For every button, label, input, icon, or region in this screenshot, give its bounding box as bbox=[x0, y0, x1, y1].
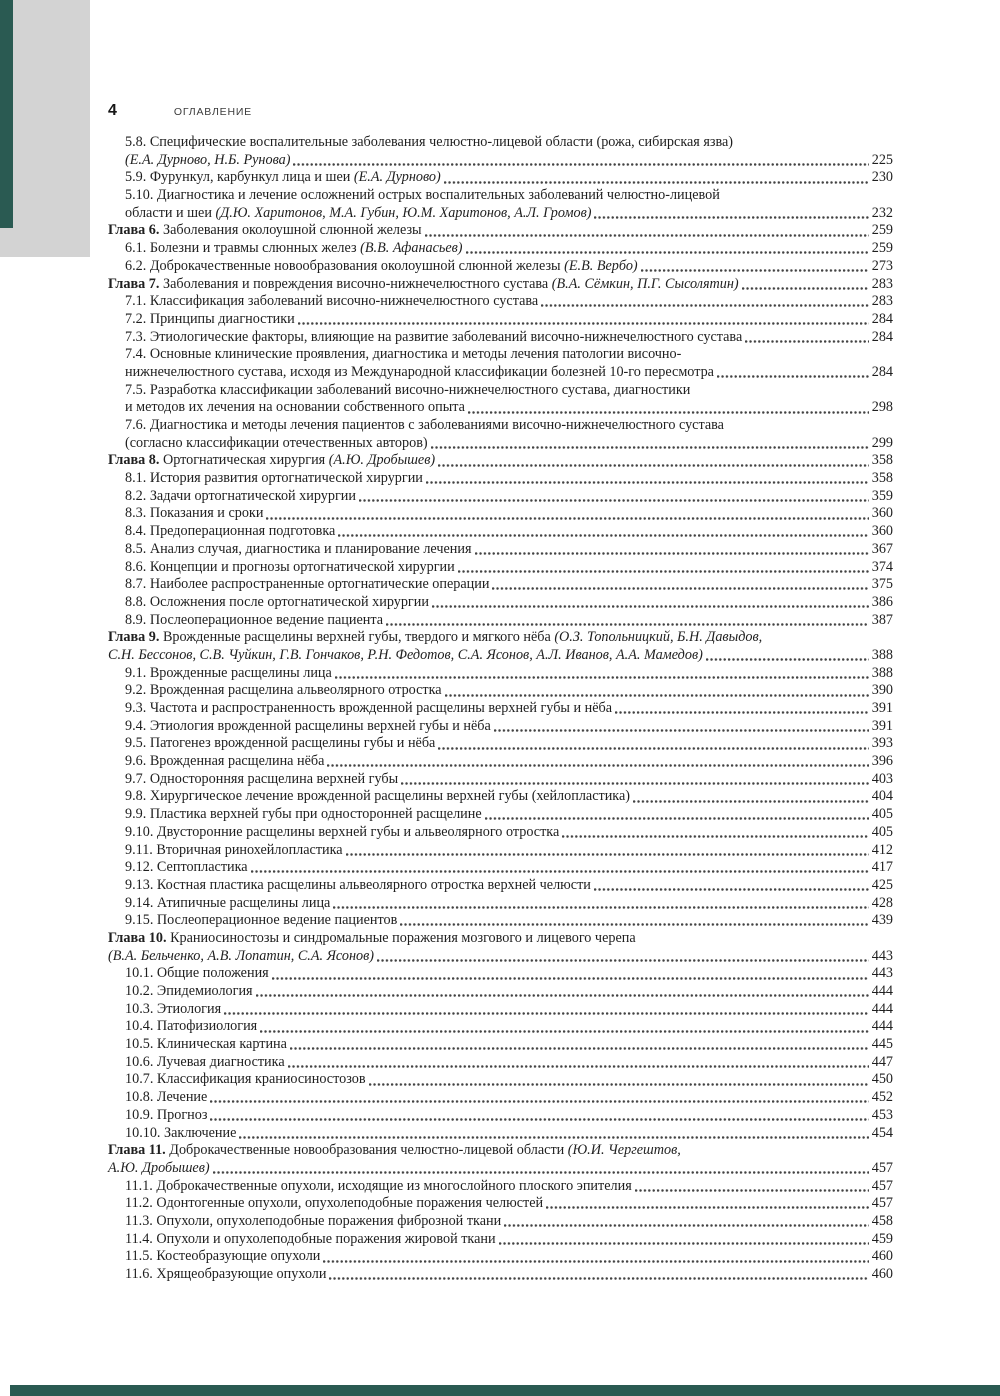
toc-entry-text: 9.1. Врожденные расщелины лица bbox=[125, 664, 332, 681]
toc-page-number: 457 bbox=[871, 1177, 893, 1194]
toc-entry bbox=[108, 240, 893, 258]
toc-entry bbox=[108, 1266, 893, 1284]
toc-entry-text: 8.8. Осложнения после ортогнатической хирургии bbox=[125, 593, 429, 610]
toc-entry-text: 11.4. Опухоли и опухолеподобные поражения жировой ткани bbox=[125, 1230, 496, 1247]
toc-entry-text: 7.4. Основные клинические проявления, диагностика и методы лечения патологии височно- bbox=[125, 346, 682, 363]
dot-leader bbox=[540, 293, 870, 311]
toc-entry-text: 10.4. Патофизиология bbox=[125, 1018, 258, 1035]
toc-entry bbox=[108, 1107, 893, 1125]
dot-leader bbox=[705, 647, 870, 665]
toc-entry bbox=[108, 965, 893, 983]
dot-leader bbox=[467, 399, 870, 417]
dot-leader bbox=[503, 1213, 870, 1231]
dot-leader bbox=[238, 1125, 869, 1143]
toc-entry bbox=[108, 1125, 893, 1143]
toc-entry-text: Глава 9. Врожденные расщелины верхней губы, твердого и мягкого нёба (О.З. Топольницкий, Б.Н. Давыдов, bbox=[108, 629, 763, 646]
dot-leader bbox=[431, 594, 870, 612]
toc-entry-text: 11.6. Хрящеобразующие опухоли bbox=[125, 1266, 327, 1282]
dot-leader bbox=[328, 1266, 869, 1284]
toc-entry bbox=[108, 1089, 893, 1107]
dot-leader bbox=[209, 1089, 869, 1107]
toc-entry bbox=[108, 842, 893, 860]
toc-entry-text: 8.2. Задачи ортогнатической хирургии bbox=[125, 487, 356, 504]
dot-leader bbox=[223, 1001, 870, 1019]
dot-leader bbox=[334, 665, 870, 683]
dot-leader bbox=[545, 1195, 870, 1213]
toc-entry bbox=[108, 700, 893, 718]
toc-entry bbox=[108, 1248, 893, 1266]
dot-leader bbox=[741, 276, 870, 294]
toc-entry-text: 7.1. Классификация заболеваний височно-нижнечелюстного сустава bbox=[125, 293, 539, 310]
toc-entry bbox=[108, 753, 893, 771]
dot-leader bbox=[437, 735, 869, 753]
toc-page-number: 259 bbox=[871, 240, 893, 257]
toc-entry bbox=[108, 417, 893, 435]
toc-entry bbox=[108, 629, 893, 647]
toc-page-number: 298 bbox=[871, 399, 893, 416]
toc-entry bbox=[108, 134, 893, 152]
toc-page-number: 460 bbox=[871, 1266, 893, 1282]
toc-entry-text: 8.5. Анализ случая, диагностика и планирование лечения bbox=[125, 540, 472, 557]
toc-page-number: 457 bbox=[871, 1159, 893, 1176]
dot-leader bbox=[376, 948, 870, 966]
toc-entry bbox=[108, 788, 893, 806]
dot-leader bbox=[593, 205, 869, 223]
toc-entry bbox=[108, 1001, 893, 1019]
toc-entry-text: 8.3. Показания и сроки bbox=[125, 505, 264, 522]
toc-page-number: 386 bbox=[871, 593, 893, 610]
dot-leader bbox=[212, 1160, 870, 1178]
toc-page-number: 439 bbox=[871, 912, 893, 929]
toc-page-number: 405 bbox=[871, 806, 893, 823]
toc-page-number: 450 bbox=[871, 1071, 893, 1088]
toc-entry bbox=[108, 1142, 893, 1160]
toc-entry bbox=[108, 735, 893, 753]
toc-page-number: 428 bbox=[871, 894, 893, 911]
toc-entry-text: и методов их лечения на основании собственного опыта bbox=[125, 399, 465, 416]
toc-entry bbox=[108, 523, 893, 541]
toc-page-number: 425 bbox=[871, 876, 893, 893]
toc-page-number: 444 bbox=[871, 983, 893, 999]
toc-page-number: 387 bbox=[871, 611, 893, 628]
toc-entry-text: 9.6. Врожденная расщелина нёба bbox=[125, 753, 325, 770]
dot-leader bbox=[368, 1071, 870, 1089]
toc-entry bbox=[108, 948, 893, 966]
toc-entry bbox=[108, 930, 893, 948]
dot-leader bbox=[209, 1107, 869, 1125]
toc-entry-text: 8.1. История развития ортогнатической хирургии bbox=[125, 470, 423, 487]
toc-entry bbox=[108, 293, 893, 311]
toc-page-number: 374 bbox=[871, 558, 893, 575]
toc-entry-text: 9.3. Частота и распространенность врожденной расщелины верхней губы и нёба bbox=[125, 700, 613, 716]
toc-entry-text: 9.14. Атипичные расщелины лица bbox=[125, 894, 331, 911]
toc-page-number: 358 bbox=[871, 470, 893, 487]
dot-leader bbox=[744, 329, 869, 347]
toc-entry-text: 9.10. Двусторонние расщелины верхней губы и альвеолярного отростка bbox=[125, 823, 560, 840]
toc-entry bbox=[108, 895, 893, 913]
toc-page-number: 388 bbox=[871, 664, 893, 681]
toc-entry-text: Глава 6. Заболевания околоушной слюнной железы bbox=[108, 222, 422, 239]
toc-entry bbox=[108, 152, 893, 170]
toc-page-number: 452 bbox=[871, 1089, 893, 1106]
toc-entry-text: 7.5. Разработка классификации заболеваний височно-нижнечелюстного сустава, диагностики bbox=[125, 381, 691, 398]
dot-leader bbox=[287, 1054, 870, 1072]
toc-entry bbox=[108, 470, 893, 488]
toc-entry-text: 10.7. Классификация краниосиностозов bbox=[125, 1071, 366, 1088]
toc-page-number: 259 bbox=[871, 222, 893, 239]
toc-page-number: 453 bbox=[871, 1106, 893, 1123]
toc-entry-text: 10.8. Лечение bbox=[125, 1089, 208, 1106]
toc-entry bbox=[108, 399, 893, 417]
toc-entry bbox=[108, 718, 893, 736]
dot-leader bbox=[474, 541, 870, 559]
toc-entry bbox=[108, 364, 893, 382]
bottom-teal-bar bbox=[10, 1385, 1000, 1396]
toc-entry-text: (согласно классификации отечественных авторов) bbox=[125, 434, 428, 451]
toc-entry bbox=[108, 877, 893, 895]
dot-leader bbox=[561, 824, 869, 842]
page-content bbox=[108, 102, 893, 1284]
toc-entry-text: 9.5. Патогенез врожденной расщелины губы и нёба bbox=[125, 735, 436, 752]
toc-page-number: 459 bbox=[871, 1230, 893, 1247]
dot-leader bbox=[493, 718, 870, 736]
dot-leader bbox=[614, 700, 870, 718]
toc-entry-text: Глава 10. Краниосиностозы и синдромальные поражения мозгового и лицевого черепа bbox=[108, 929, 636, 946]
dot-leader bbox=[632, 788, 870, 806]
toc-entry bbox=[108, 382, 893, 400]
dot-leader bbox=[385, 612, 870, 630]
dot-leader bbox=[437, 452, 870, 470]
toc-page-number: 375 bbox=[871, 576, 893, 593]
dot-leader bbox=[345, 842, 870, 860]
toc-page-number: 360 bbox=[871, 505, 893, 522]
toc-entry-text: 8.9. Послеоперационное ведение пациента bbox=[125, 611, 384, 628]
toc-entry-text: 9.4. Этиология врожденной расщелины верхней губы и нёба bbox=[125, 717, 491, 734]
toc-page-number: 445 bbox=[871, 1036, 893, 1053]
toc-entry bbox=[108, 983, 893, 1001]
dot-leader bbox=[424, 222, 870, 240]
toc-list bbox=[108, 134, 893, 1284]
toc-entry bbox=[108, 258, 893, 276]
toc-page-number: 457 bbox=[871, 1195, 893, 1212]
toc-entry bbox=[108, 505, 893, 523]
toc-entry-text: 8.6. Концепции и прогнозы ортогнатической хирургии bbox=[125, 558, 455, 575]
dot-leader bbox=[399, 912, 869, 930]
toc-entry-text: 10.3. Этиология bbox=[125, 1000, 222, 1017]
toc-entry bbox=[108, 435, 893, 453]
dot-leader bbox=[425, 470, 870, 488]
toc-page-number: 405 bbox=[871, 823, 893, 840]
toc-page-number: 454 bbox=[871, 1124, 893, 1141]
toc-entry-text: 9.9. Пластика верхней губы при односторонней расщелине bbox=[125, 806, 482, 823]
toc-entry bbox=[108, 222, 893, 240]
dot-leader bbox=[259, 1018, 870, 1036]
page-number-header: 4 bbox=[108, 102, 117, 119]
toc-entry bbox=[108, 612, 893, 630]
toc-entry-text: 9.13. Костная пластика расщелины альвеолярного отростка верхней челюсти bbox=[125, 876, 591, 893]
toc-page-number: 393 bbox=[871, 735, 893, 752]
dot-leader bbox=[498, 1231, 870, 1249]
toc-entry-text: 11.1. Доброкачественные опухоли, исходящие из многослойного плоского эпителия bbox=[125, 1177, 632, 1194]
toc-page-number: 358 bbox=[871, 452, 893, 469]
toc-entry-text: 9.2. Врожденная расщелина альвеолярного отростка bbox=[125, 682, 442, 699]
toc-entry bbox=[108, 346, 893, 364]
toc-page-number: 388 bbox=[871, 646, 893, 663]
toc-page-number: 443 bbox=[871, 947, 893, 964]
toc-entry bbox=[108, 859, 893, 877]
toc-entry bbox=[108, 169, 893, 187]
toc-entry-text: 11.2. Одонтогенные опухоли, опухолеподобные поражения челюстей bbox=[125, 1195, 544, 1212]
toc-entry-text: 10.10. Заключение bbox=[125, 1124, 237, 1141]
dot-leader bbox=[255, 983, 870, 1001]
toc-page-number: 359 bbox=[871, 487, 893, 504]
page-header bbox=[108, 102, 893, 120]
toc-entry-text: 6.1. Болезни и травмы слюнных желез (В.В. Афанасьев) bbox=[125, 240, 463, 257]
toc-entry-text: С.Н. Бессонов, С.В. Чуйкин, Г.В. Гончаков, Р.Н. Федотов, С.А. Ясонов, А.Л. Иванов, А.А. Мамедов) bbox=[108, 646, 703, 663]
toc-entry-text: 6.2. Доброкачественные новообразования околоушной слюнной железы (Е.В. Вербо) bbox=[125, 257, 638, 274]
toc-entry-text: (В.А. Бельченко, А.В. Лопатин, С.А. Ясонов) bbox=[108, 947, 374, 964]
toc-page-number: 232 bbox=[871, 204, 893, 221]
toc-entry-text: 5.10. Диагностика и лечение осложнений острых воспалительных заболеваний челюстно-лицевой bbox=[125, 187, 720, 204]
dot-leader bbox=[326, 753, 869, 771]
toc-entry-text: 7.3. Этиологические факторы, влияющие на развитие заболеваний височно-нижнечелюстного сустава bbox=[125, 328, 743, 345]
toc-entry-text: (Е.А. Дурново, Н.Б. Рунова) bbox=[125, 151, 291, 168]
toc-entry bbox=[108, 771, 893, 789]
dot-leader bbox=[444, 682, 870, 700]
toc-entry-text: Глава 8. Ортогнатическая хирургия (А.Ю. Дробышев) bbox=[108, 452, 436, 469]
toc-entry bbox=[108, 1213, 893, 1231]
gray-corner-block bbox=[0, 0, 90, 257]
toc-entry bbox=[108, 806, 893, 824]
toc-page-number: 273 bbox=[871, 257, 893, 274]
toc-page-number: 458 bbox=[871, 1212, 893, 1229]
toc-entry-text: 9.15. Послеоперационное ведение пациентов bbox=[125, 912, 398, 929]
toc-entry bbox=[108, 187, 893, 205]
toc-entry bbox=[108, 1036, 893, 1054]
toc-page-number: 403 bbox=[871, 770, 893, 787]
toc-page-number: 367 bbox=[871, 540, 893, 557]
toc-entry bbox=[108, 1054, 893, 1072]
toc-entry-text: 7.2. Принципы диагностики bbox=[125, 310, 295, 327]
toc-entry-text: 5.9. Фурункул, карбункул лица и шеи (Е.А. Дурново) bbox=[125, 169, 441, 186]
toc-page-number: 390 bbox=[871, 682, 893, 699]
dot-leader bbox=[292, 152, 869, 170]
toc-entry-text: 10.2. Эпидемиология bbox=[125, 983, 253, 999]
dot-leader bbox=[593, 877, 870, 895]
toc-entry-text: 9.11. Вторичная ринохейлопластика bbox=[125, 841, 343, 858]
toc-page-number: 283 bbox=[871, 293, 893, 310]
toc-entry bbox=[108, 1160, 893, 1178]
toc-page-number: 417 bbox=[871, 859, 893, 876]
toc-entry-text: 9.8. Хирургическое лечение врожденной расщелины верхней губы (хейлопластика) bbox=[125, 788, 630, 805]
toc-entry bbox=[108, 647, 893, 665]
toc-entry-text: 10.6. Лучевая диагностика bbox=[125, 1053, 285, 1070]
running-title: ОГЛАВЛЕНИЕ bbox=[173, 106, 252, 118]
toc-entry bbox=[108, 1178, 893, 1196]
dot-leader bbox=[716, 364, 870, 382]
toc-page-number: 299 bbox=[871, 434, 893, 451]
toc-page-number: 444 bbox=[871, 1018, 893, 1035]
toc-entry-text: 10.5. Клиническая картина bbox=[125, 1036, 287, 1053]
dot-leader bbox=[358, 488, 870, 506]
toc-page-number: 396 bbox=[871, 753, 893, 770]
dot-leader bbox=[400, 771, 870, 789]
toc-entry-text: 8.7. Наиболее распространенные ортогнатические операции bbox=[125, 576, 490, 593]
dot-leader bbox=[265, 505, 869, 523]
toc-entry bbox=[108, 1018, 893, 1036]
toc-entry-text: 5.8. Специфические воспалительные заболевания челюстно-лицевой области (рожа, сибирская язва) bbox=[125, 134, 734, 150]
toc-page-number: 447 bbox=[871, 1053, 893, 1070]
toc-entry bbox=[108, 276, 893, 294]
toc-entry-text: Глава 11. Доброкачественные новообразования челюстно-лицевой области (Ю.И. Чергештов, bbox=[108, 1142, 681, 1159]
toc-entry-text: нижнечелюстного сустава, исходя из Международной классификации болезней 10-го пересмотра bbox=[125, 363, 714, 380]
toc-page-number: 412 bbox=[871, 841, 893, 858]
toc-entry-text: 10.1. Общие положения bbox=[125, 965, 269, 982]
toc-entry-text: 8.4. Предоперационная подготовка bbox=[125, 523, 336, 540]
teal-edge-strip bbox=[0, 0, 13, 228]
dot-leader bbox=[430, 435, 870, 453]
toc-entry bbox=[108, 559, 893, 577]
dot-leader bbox=[457, 559, 870, 577]
toc-entry bbox=[108, 311, 893, 329]
toc-entry-text: 11.5. Костеобразующие опухоли bbox=[125, 1248, 321, 1265]
toc-entry bbox=[108, 541, 893, 559]
toc-entry bbox=[108, 1231, 893, 1249]
toc-entry-text: А.Ю. Дробышев) bbox=[108, 1159, 210, 1176]
toc-page-number: 284 bbox=[871, 363, 893, 380]
toc-entry bbox=[108, 824, 893, 842]
toc-page-number: 360 bbox=[871, 523, 893, 540]
dot-leader bbox=[332, 895, 869, 913]
dot-leader bbox=[484, 806, 870, 824]
toc-page-number: 284 bbox=[871, 328, 893, 345]
toc-page-number: 284 bbox=[871, 310, 893, 327]
toc-entry bbox=[108, 205, 893, 223]
toc-page-number: 443 bbox=[871, 965, 893, 982]
toc-entry bbox=[108, 594, 893, 612]
dot-leader bbox=[337, 523, 869, 541]
toc-entry bbox=[108, 329, 893, 347]
toc-entry bbox=[108, 488, 893, 506]
dot-leader bbox=[322, 1248, 869, 1266]
toc-page-number: 444 bbox=[871, 1000, 893, 1017]
toc-page-number: 460 bbox=[871, 1248, 893, 1265]
toc-entry bbox=[108, 1195, 893, 1213]
toc-page-number: 283 bbox=[871, 275, 893, 292]
toc-page-number: 404 bbox=[871, 788, 893, 805]
toc-entry-text: области и шеи (Д.Ю. Харитонов, М.А. Губин, Ю.М. Харитонов, А.Л. Громов) bbox=[125, 204, 592, 221]
dot-leader bbox=[271, 965, 870, 983]
toc-entry-text: 9.7. Односторонняя расщелина верхней губы bbox=[125, 770, 399, 787]
dot-leader bbox=[634, 1178, 870, 1196]
dot-leader bbox=[491, 576, 869, 594]
toc-page-number: 230 bbox=[871, 169, 893, 186]
toc-entry bbox=[108, 665, 893, 683]
dot-leader bbox=[443, 169, 870, 187]
toc-page-number: 391 bbox=[871, 700, 893, 716]
toc-entry-text: 9.12. Септопластика bbox=[125, 859, 248, 876]
toc-entry bbox=[108, 452, 893, 470]
toc-entry-text: 7.6. Диагностика и методы лечения пациентов с заболеваниями височно-нижнечелюстного сустава bbox=[125, 417, 724, 433]
toc-page-number: 391 bbox=[871, 717, 893, 734]
toc-entry-text: 11.3. Опухоли, опухолеподобные поражения фиброзной ткани bbox=[125, 1212, 502, 1229]
toc-page-number: 225 bbox=[871, 151, 893, 168]
dot-leader bbox=[640, 258, 870, 276]
dot-leader bbox=[465, 240, 870, 258]
toc-entry-text: Глава 7. Заболевания и повреждения височно-нижнечелюстного сустава (В.А. Сёмкин, П.Г. Сысолятин) bbox=[108, 275, 739, 292]
toc-entry bbox=[108, 1071, 893, 1089]
toc-entry bbox=[108, 576, 893, 594]
toc-entry-text: 10.9. Прогноз bbox=[125, 1106, 208, 1123]
dot-leader bbox=[297, 311, 870, 329]
toc-entry bbox=[108, 912, 893, 930]
dot-leader bbox=[289, 1036, 870, 1054]
toc-entry bbox=[108, 682, 893, 700]
dot-leader bbox=[250, 859, 870, 877]
